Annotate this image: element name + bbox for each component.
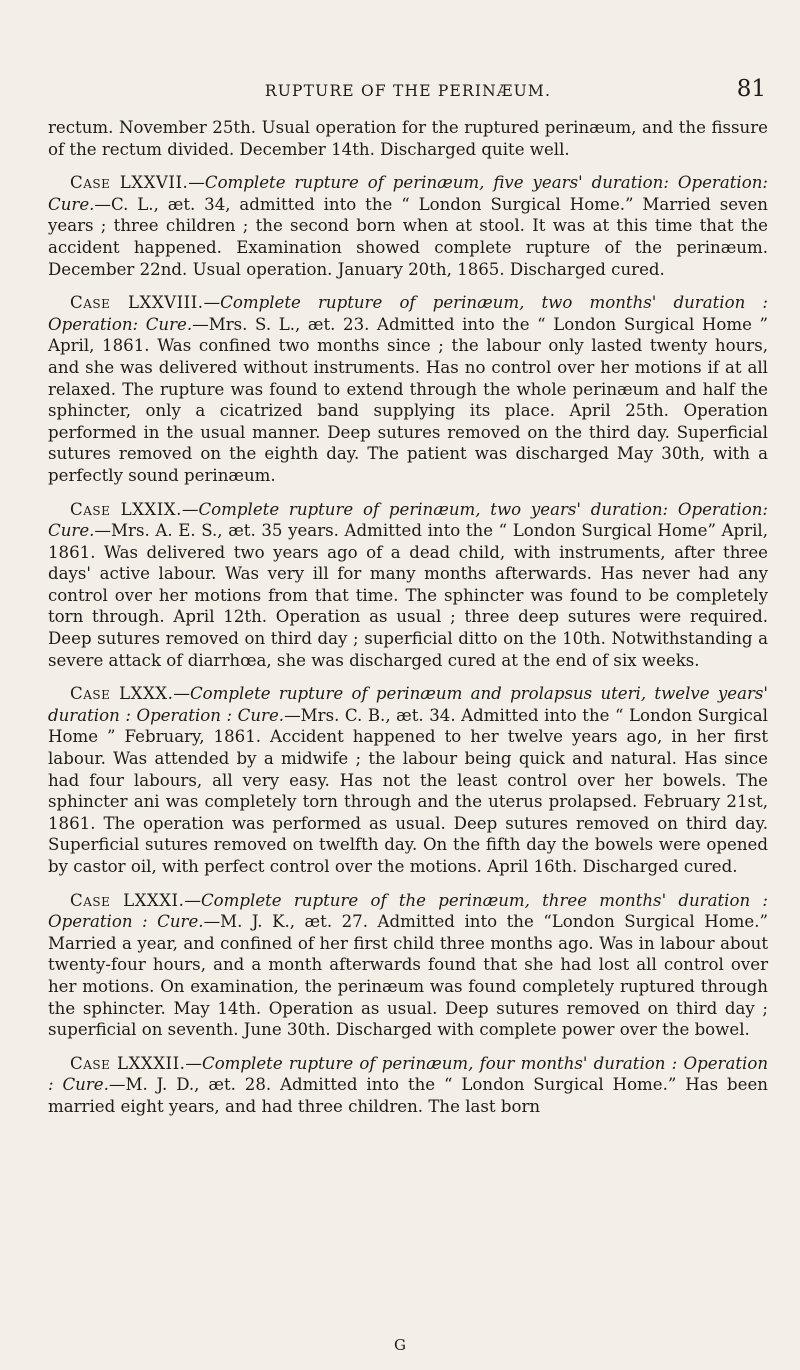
case-label: Case LXXVIII. [70, 293, 204, 313]
case-body: —M. J. D., æt. 28. Admitted into the “ London Surgical Home.” Has been married eight years, and had three children. The last born [48, 1075, 768, 1116]
case-paragraph [48, 292, 768, 486]
case-paragraph [48, 1053, 768, 1118]
case-title: —Complete rupture of perinæum, five years' duration: Operation: Cure. [48, 173, 768, 214]
case-body: —C. L., æt. 34, admitted into the “ London Surgical Home.” Married seven years ; three children ; the second born when at stool. It was at this time that the accident happened. Examination showed complete rupture of the perinæum. December 22nd. Usual operation. January 20th, 1865. Discharged cured. [48, 194, 768, 279]
case-title: —Complete rupture of the perinæum, three months' duration : Operation : Cure. [48, 890, 768, 932]
case-label: Case LXXXI. [70, 890, 185, 910]
case-paragraph [48, 890, 768, 1041]
page-header [48, 78, 768, 114]
case-label: Case LXXIX. [70, 499, 182, 519]
case-paragraph [48, 499, 768, 672]
signature-mark: G [394, 1336, 406, 1354]
case-body: —Mrs. A. E. S., æt. 35 years. Admitted into the “ London Surgical Home” April, 1861. Was delivered two years ago of a dead child, with instruments, after three days' active labour. Was very ill for many months afterwards. Has never had any control over her motions from that time. The sphincter was found to be completely torn through. April 12th. Operation as usual ; three deep sutures were required. Deep sutures removed on third day ; superficial ditto on the 10th. Notwithstanding a severe attack of diarrhœa, she was discharged cured at the end of six weeks. [48, 521, 768, 670]
case-label: Case LXXVII. [70, 173, 189, 193]
case-body: —Mrs. S. L., æt. 23. Admitted into the “ London Surgical Home ” April, 1861. Was confined two months since ; the labour only lasted twenty hours, and she was delivered without instruments. Has no control over her motions if at all relaxed. The rupture was found to extend through the whole perinæum and half the sphincter, only a cicatrized band supplying its place. April 25th. Operation performed in the usual manner. Deep sutures removed on the third day. Superficial sutures removed on the eighth day. The patient was discharged May 30th, with a perfectly sound perinæum. [48, 314, 768, 485]
running-head: RUPTURE OF THE PERINÆUM. [264, 82, 552, 100]
body-text [48, 117, 768, 1130]
case-label: Case LXXX. [70, 684, 174, 704]
case-title: —Complete rupture of perinæum, four months' duration : Operation : Cure. [48, 1053, 768, 1095]
case-title: —Complete rupture of perinæum, two years' duration: Operation: Cure. [48, 499, 768, 541]
case-body: —M. J. K., æt. 27. Admitted into the “London Surgical Home.” Married a year, and confined of her first child three months ago. Was in labour about twenty-four hours, and a month afterwards found that she had lost all control over her motions. On examination, the perinæum was found completely ruptured through the sphincter. May 14th. Operation as usual. Deep sutures removed on third day ; superficial on seventh. June 30th. Discharged with complete power over the bowel. [48, 912, 768, 1040]
case-title: —Complete rupture of perinæum, two months' duration : Operation: Cure. [48, 293, 769, 334]
case-label: Case LXXXII. [70, 1053, 186, 1073]
case-body: —Mrs. C. B., æt. 34. Admitted into the “ London Surgical Home ” February, 1861. Accident happened to her twelve years ago, in her first labour. Was attended by a midwife ; the labour being quick and natural. Has since had four labours, all very easy. Has not the least control over her bowels. The sphincter ani was completely torn through and the uterus prolapsed. February 21st, 1861. The operation was performed as usual. Deep sutures removed on third day. Superficial sutures removed on twelfth day. On the fifth day the bowels were opened by castor oil, with perfect control over the motions. April 16th. Discharged cured. [48, 705, 768, 876]
intro-paragraph: rectum. November 25th. Usual operation for the ruptured perinæum, and the fissure of the rectum divided. December 14th. Discharged quite well. [48, 118, 768, 159]
page-number: 81 [736, 76, 766, 102]
case-paragraph [48, 172, 768, 280]
case-paragraph [48, 683, 768, 877]
case-title: —Complete rupture of perinæum and prolapsus uteri, twelve years' duration : Operation : Cure. [48, 684, 768, 725]
